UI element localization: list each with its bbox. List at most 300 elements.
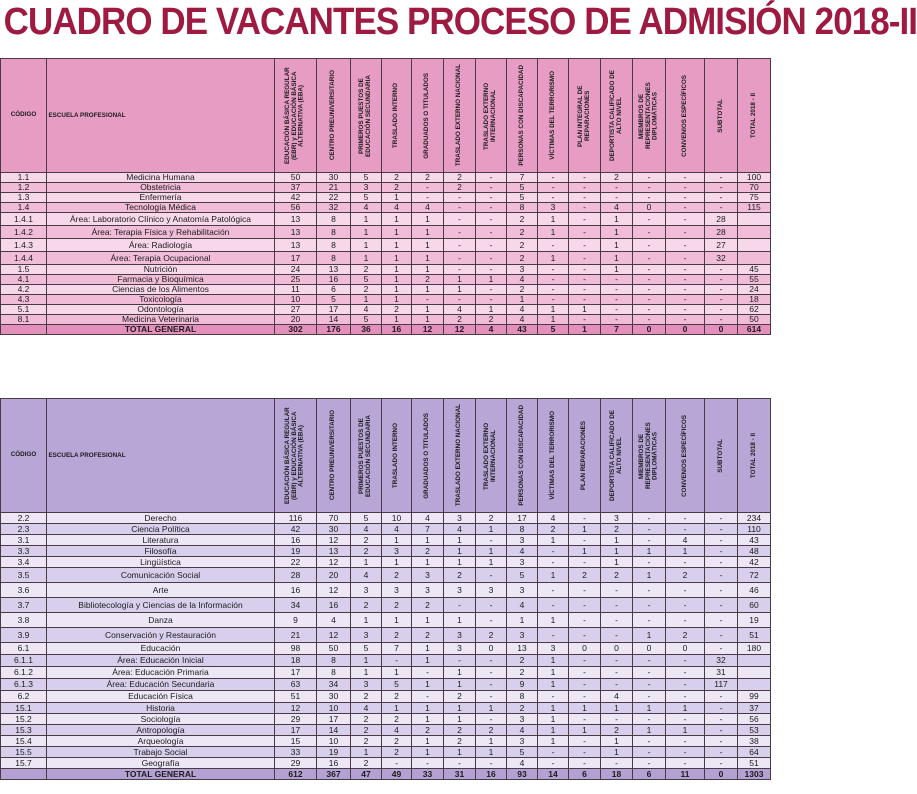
row-value: 2	[351, 546, 382, 557]
column-header: GRADUADOS O TITULADOS	[412, 59, 444, 173]
row-value: -	[569, 275, 601, 285]
row-value: -	[476, 613, 507, 628]
row-value: 1	[538, 305, 569, 315]
row-value: 27	[705, 239, 738, 252]
row-value: 1	[412, 305, 444, 315]
table-row	[1, 758, 771, 769]
row-value: 30	[317, 524, 351, 535]
row-value: 3	[351, 679, 382, 691]
row-value: 0	[633, 643, 666, 655]
row-value: -	[569, 203, 601, 213]
row-value: -	[666, 295, 705, 305]
row-value: -	[705, 183, 738, 193]
row-value: -	[633, 252, 666, 265]
row-value: -	[601, 193, 633, 203]
row-value: 33	[275, 747, 317, 758]
row-value: 1	[351, 747, 382, 758]
row-value: 1	[538, 213, 569, 226]
row-value: -	[569, 758, 601, 769]
row-value: -	[569, 598, 601, 613]
total-row	[1, 325, 771, 335]
table-header-row	[1, 59, 771, 173]
row-value: 1	[538, 655, 569, 667]
row-value: -	[666, 714, 705, 725]
table-row	[1, 546, 771, 557]
row-value: -	[569, 513, 601, 524]
row-value: 2	[444, 173, 476, 183]
row-value: -	[705, 193, 738, 203]
row-value: 21	[317, 183, 351, 193]
row-school: Sociología	[47, 714, 275, 725]
row-value: 3	[412, 583, 444, 598]
row-value: 115	[738, 203, 771, 213]
row-value: 2	[507, 226, 538, 239]
total-value: 0	[705, 769, 738, 780]
row-value: 1	[412, 679, 444, 691]
table-row	[1, 193, 771, 203]
row-value: 8	[317, 239, 351, 252]
row-code: 15.1	[1, 703, 47, 714]
row-value: 1	[601, 557, 633, 568]
row-value: -	[705, 285, 738, 295]
row-code: 2.3	[1, 524, 47, 535]
row-code: 15.7	[1, 758, 47, 769]
row-value: -	[705, 583, 738, 598]
row-code: 5.1	[1, 305, 47, 315]
row-value: -	[569, 628, 601, 643]
row-value: 5	[351, 513, 382, 524]
row-value: 2	[382, 305, 412, 315]
row-value: 1	[412, 213, 444, 226]
row-value: -	[538, 691, 569, 703]
row-school: Área: Educación Secundaria	[47, 679, 275, 691]
row-value: -	[666, 667, 705, 679]
row-value: -	[666, 285, 705, 295]
row-value: 3	[351, 183, 382, 193]
row-value: 1	[476, 524, 507, 535]
row-value: -	[569, 183, 601, 193]
row-value: 1	[351, 667, 382, 679]
header-escuela	[47, 399, 275, 513]
row-school: Geografía	[47, 758, 275, 769]
row-value: 14	[317, 315, 351, 325]
row-value: -	[569, 173, 601, 183]
row-value: -	[538, 239, 569, 252]
row-value: 1	[412, 703, 444, 714]
row-value: 2	[507, 285, 538, 295]
row-value: 4	[317, 613, 351, 628]
row-value: -	[633, 226, 666, 239]
row-value: 1	[633, 703, 666, 714]
row-value: 2	[444, 315, 476, 325]
column-header: PLAN INTEGRAL DE REPARACIONES	[569, 59, 601, 173]
column-header: TRASLADO INTERNO	[382, 399, 412, 513]
row-value: -	[601, 285, 633, 295]
row-value: -	[601, 714, 633, 725]
row-value: -	[633, 173, 666, 183]
row-value: 1	[476, 275, 507, 285]
row-value: 1	[666, 546, 705, 557]
row-value: -	[633, 535, 666, 546]
row-value: -	[476, 714, 507, 725]
row-value: 3	[507, 714, 538, 725]
row-school: Obstetricia	[47, 183, 275, 193]
table-row	[1, 583, 771, 598]
total-value: 1	[569, 325, 601, 335]
table-row	[1, 613, 771, 628]
row-value: -	[538, 295, 569, 305]
row-value: 50	[275, 173, 317, 183]
row-value: -	[705, 513, 738, 524]
row-value: 5	[507, 747, 538, 758]
row-value: -	[666, 203, 705, 213]
row-value: -	[476, 183, 507, 193]
row-value: 1	[601, 546, 633, 557]
total-blank-cell	[1, 325, 47, 335]
row-value: 2	[351, 285, 382, 295]
row-value: 4	[351, 568, 382, 583]
row-value: 3	[507, 535, 538, 546]
row-value: -	[666, 265, 705, 275]
row-value: 51	[738, 758, 771, 769]
row-value: -	[476, 758, 507, 769]
row-value: -	[569, 252, 601, 265]
table-row	[1, 524, 771, 535]
row-code: 6.1.2	[1, 667, 47, 679]
row-value: -	[633, 305, 666, 315]
row-value: -	[666, 736, 705, 747]
row-value: 13	[275, 239, 317, 252]
row-value: 1	[666, 703, 705, 714]
row-value: -	[705, 714, 738, 725]
row-value: -	[476, 239, 507, 252]
row-value: 28	[705, 226, 738, 239]
row-value: 70	[317, 513, 351, 524]
table-row	[1, 747, 771, 758]
row-value: 180	[738, 643, 771, 655]
row-value: 7	[412, 524, 444, 535]
row-value: 18	[738, 295, 771, 305]
row-school: Medicina Humana	[47, 173, 275, 183]
row-value: 4	[382, 524, 412, 535]
row-value: 3	[444, 628, 476, 643]
row-value: 1	[382, 667, 412, 679]
row-value: -	[412, 758, 444, 769]
row-value: 48	[738, 546, 771, 557]
row-code: 3.4	[1, 557, 47, 568]
table-row	[1, 655, 771, 667]
row-value: 1	[412, 736, 444, 747]
row-school: Derecho	[47, 513, 275, 524]
column-header: EDUCACIÓN BÁSICA REGULAR (EBR) y EDUCACIÓN BÁSICA ALTERNATIVA (EBA)	[275, 399, 317, 513]
row-value: -	[633, 315, 666, 325]
row-value: 1	[538, 703, 569, 714]
row-value: 70	[738, 183, 771, 193]
total-value: 302	[275, 325, 317, 335]
row-value: 8	[507, 524, 538, 535]
row-value: 3	[601, 513, 633, 524]
row-value: -	[705, 546, 738, 557]
column-header: DEPORTISTA CALIFICADO DE ALTO NIVEL	[601, 399, 633, 513]
column-header: PERSONAS CON DISCAPACIDAD	[507, 59, 538, 173]
row-value: -	[601, 583, 633, 598]
total-value: 18	[601, 769, 633, 780]
row-code: 6.1.3	[1, 679, 47, 691]
row-value: -	[666, 557, 705, 568]
row-value: 17	[275, 667, 317, 679]
row-value	[738, 213, 771, 226]
row-value: 1	[412, 285, 444, 295]
row-value: 46	[738, 583, 771, 598]
table-row	[1, 252, 771, 265]
row-value: 3	[476, 583, 507, 598]
row-value: 1	[412, 714, 444, 725]
table-row	[1, 679, 771, 691]
row-value: 1	[538, 667, 569, 679]
table-row	[1, 183, 771, 193]
row-value: -	[705, 557, 738, 568]
row-value: -	[569, 679, 601, 691]
row-value: -	[666, 193, 705, 203]
row-value: -	[601, 655, 633, 667]
row-value: -	[666, 583, 705, 598]
row-value: 1	[412, 226, 444, 239]
row-value: -	[601, 598, 633, 613]
total-value: 31	[444, 769, 476, 780]
row-value: 1	[412, 747, 444, 758]
row-value: 2	[351, 758, 382, 769]
table-row	[1, 203, 771, 213]
row-value: 42	[275, 193, 317, 203]
column-header: PERSONAS CON DISCAPACIDAD	[507, 399, 538, 513]
row-value: 2	[412, 546, 444, 557]
row-value: 12	[317, 557, 351, 568]
row-value: 1	[476, 703, 507, 714]
row-code: 6.1.1	[1, 655, 47, 667]
row-value: -	[633, 667, 666, 679]
row-value: 1	[444, 747, 476, 758]
row-value: 17	[317, 305, 351, 315]
row-value: 3	[538, 643, 569, 655]
row-value: -	[601, 758, 633, 769]
row-value: -	[666, 173, 705, 183]
row-value: 2	[476, 513, 507, 524]
row-value: 8	[507, 203, 538, 213]
total-value: 43	[507, 325, 538, 335]
row-value: 1	[351, 655, 382, 667]
column-header: SUBTOTAL	[705, 59, 738, 173]
row-value: 29	[275, 758, 317, 769]
row-value: -	[633, 736, 666, 747]
row-value: 4	[507, 546, 538, 557]
row-value: 18	[275, 655, 317, 667]
total-value: 4	[476, 325, 507, 335]
row-value: 4	[382, 203, 412, 213]
row-value: 1	[444, 613, 476, 628]
row-value: 20	[275, 315, 317, 325]
row-school: Arqueología	[47, 736, 275, 747]
row-school: Conservación y Restauración	[47, 628, 275, 643]
row-value: -	[476, 679, 507, 691]
row-value: -	[569, 239, 601, 252]
row-value: 2	[412, 725, 444, 736]
column-header: TOTAL 2018 - II	[738, 399, 771, 513]
row-value: -	[569, 691, 601, 703]
row-value: -	[538, 628, 569, 643]
row-value: 5	[317, 295, 351, 305]
column-header: PLAN REPARACIONES	[569, 399, 601, 513]
row-value: 1	[382, 239, 412, 252]
page-title: CUADRO DE VACANTES PROCESO DE ADMISIÓN 2018-II	[3, 1, 917, 43]
row-value: 3	[507, 583, 538, 598]
row-value: 13	[275, 213, 317, 226]
row-value: -	[633, 758, 666, 769]
row-value: 1	[444, 546, 476, 557]
total-value: 11	[666, 769, 705, 780]
row-value: 1	[538, 725, 569, 736]
row-value: 1	[382, 213, 412, 226]
table-row	[1, 285, 771, 295]
row-value: 2	[351, 736, 382, 747]
row-value: 5	[351, 275, 382, 285]
row-value: 1	[569, 725, 601, 736]
row-value: 2	[666, 568, 705, 583]
row-value: 2	[507, 252, 538, 265]
row-value: -	[569, 265, 601, 275]
row-value: 1	[444, 714, 476, 725]
row-school: Odontología	[47, 305, 275, 315]
row-value: -	[666, 275, 705, 285]
row-value: -	[412, 183, 444, 193]
total-blank-cell	[1, 769, 47, 780]
row-value: 1	[601, 252, 633, 265]
table-row	[1, 265, 771, 275]
table-row	[1, 535, 771, 546]
row-value: -	[633, 714, 666, 725]
row-value: -	[705, 524, 738, 535]
row-value: 1	[444, 275, 476, 285]
row-value	[738, 226, 771, 239]
column-header: TRASLADO EXTERNO INTERNACIONAL	[476, 399, 507, 513]
row-value: -	[666, 226, 705, 239]
row-value: 3	[444, 643, 476, 655]
row-value: 1	[476, 736, 507, 747]
row-value: 1	[569, 703, 601, 714]
row-value: -	[569, 583, 601, 598]
row-value: 2	[538, 524, 569, 535]
row-value: -	[476, 173, 507, 183]
row-value: 1	[412, 239, 444, 252]
row-value: 1	[444, 285, 476, 295]
row-value: 19	[275, 546, 317, 557]
row-value: 19	[738, 613, 771, 628]
row-value: 1	[382, 265, 412, 275]
row-value: -	[666, 183, 705, 193]
row-value: 2	[569, 568, 601, 583]
row-value: 5	[351, 173, 382, 183]
total-label: TOTAL GENERAL	[47, 769, 275, 780]
row-value: -	[476, 203, 507, 213]
table-row	[1, 598, 771, 613]
row-value: 0	[569, 643, 601, 655]
row-value: 4	[666, 535, 705, 546]
total-value: 14	[538, 769, 569, 780]
row-value: 4	[507, 758, 538, 769]
row-value: 1	[351, 226, 382, 239]
row-code: 15.4	[1, 736, 47, 747]
row-school: Toxicología	[47, 295, 275, 305]
row-value: -	[633, 295, 666, 305]
row-value: 1	[444, 679, 476, 691]
row-value: 4	[538, 513, 569, 524]
row-value: 116	[275, 513, 317, 524]
row-value: 12	[317, 628, 351, 643]
row-value: 1	[538, 714, 569, 725]
row-value: 1	[412, 535, 444, 546]
row-code: 3.1	[1, 535, 47, 546]
row-value: 3	[507, 628, 538, 643]
row-value: 0	[666, 643, 705, 655]
row-value: -	[705, 725, 738, 736]
row-value: 1	[538, 535, 569, 546]
row-value: -	[569, 613, 601, 628]
row-value: 2	[444, 691, 476, 703]
row-value: 5	[382, 679, 412, 691]
row-value: -	[705, 598, 738, 613]
column-header: TRASLADO EXTERNO INTERNACIONAL	[476, 59, 507, 173]
row-value: -	[705, 295, 738, 305]
row-school: Arte	[47, 583, 275, 598]
row-value: 21	[275, 628, 317, 643]
row-value: 5	[351, 193, 382, 203]
row-code: 1.2	[1, 183, 47, 193]
row-value: -	[633, 598, 666, 613]
column-header: CENTRO PREUNIVERSITARIO	[317, 59, 351, 173]
row-value: -	[476, 213, 507, 226]
row-value: -	[601, 295, 633, 305]
row-value: 1	[444, 667, 476, 679]
row-value: 1	[476, 557, 507, 568]
row-value: 1	[382, 295, 412, 305]
row-value	[738, 252, 771, 265]
row-value: 56	[275, 203, 317, 213]
column-header: SUBTOTAL	[705, 399, 738, 513]
table-row	[1, 239, 771, 252]
row-value: -	[476, 265, 507, 275]
row-value: -	[666, 758, 705, 769]
row-value: -	[633, 655, 666, 667]
row-value: -	[633, 265, 666, 275]
table-row	[1, 667, 771, 679]
row-value: -	[633, 193, 666, 203]
row-value: 2	[444, 183, 476, 193]
row-school: Medicina Veterinaria	[47, 315, 275, 325]
row-value: 1	[633, 725, 666, 736]
row-value: 1	[538, 568, 569, 583]
row-value: 4	[351, 203, 382, 213]
row-value: -	[538, 173, 569, 183]
table-row	[1, 275, 771, 285]
row-value: 12	[317, 583, 351, 598]
row-value: -	[476, 226, 507, 239]
row-school: Ciencias de los Alimentos	[47, 285, 275, 295]
row-value: -	[633, 679, 666, 691]
row-code: 6.2	[1, 691, 47, 703]
row-value: 16	[317, 598, 351, 613]
row-value: 17	[275, 252, 317, 265]
row-value: 1	[412, 252, 444, 265]
row-school: Danza	[47, 613, 275, 628]
